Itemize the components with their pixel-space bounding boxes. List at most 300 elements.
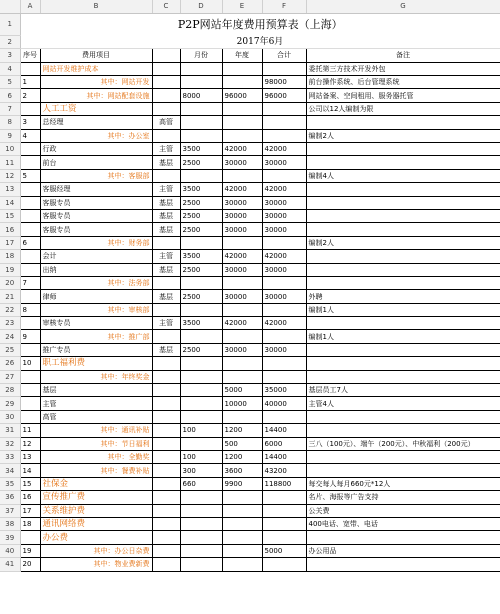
total-cell[interactable]: [262, 62, 306, 75]
monthly-cell[interactable]: [180, 76, 222, 89]
monthly-cell[interactable]: [180, 236, 222, 249]
level-cell[interactable]: [152, 517, 180, 530]
item-cell[interactable]: 网站开发维护成本: [40, 62, 152, 75]
annual-cell[interactable]: [222, 169, 262, 182]
monthly-cell[interactable]: 660: [180, 477, 222, 490]
item-cell[interactable]: 客服专员: [40, 209, 152, 222]
monthly-cell[interactable]: [180, 517, 222, 530]
seq-cell[interactable]: 2: [20, 89, 40, 102]
seq-cell[interactable]: 9: [20, 330, 40, 343]
remarks-cell[interactable]: 三八（100元）、端午（200元）、中秋福利（200元）: [306, 437, 500, 450]
monthly-cell[interactable]: 2500: [180, 209, 222, 222]
row-number[interactable]: 19: [0, 263, 20, 276]
level-cell[interactable]: [152, 477, 180, 490]
level-cell[interactable]: [152, 357, 180, 370]
annual-cell[interactable]: 96000: [222, 89, 262, 102]
level-cell[interactable]: [152, 464, 180, 477]
row-number[interactable]: 41: [0, 558, 20, 571]
remarks-cell[interactable]: 委托第三方技术开发外包: [306, 62, 500, 75]
row-number[interactable]: 31: [0, 424, 20, 437]
item-cell[interactable]: 其中：通讯补贴: [40, 424, 152, 437]
total-cell[interactable]: [262, 303, 306, 316]
row-number[interactable]: 29: [0, 397, 20, 410]
annual-cell[interactable]: 42000: [222, 250, 262, 263]
level-cell[interactable]: [152, 370, 180, 383]
monthly-cell[interactable]: 2500: [180, 223, 222, 236]
total-cell[interactable]: 6000: [262, 437, 306, 450]
item-cell[interactable]: 其中：年终奖金: [40, 370, 152, 383]
total-cell[interactable]: [262, 491, 306, 504]
report-date[interactable]: 2017年6月: [20, 35, 500, 48]
total-cell[interactable]: 30000: [262, 263, 306, 276]
total-cell[interactable]: [262, 558, 306, 571]
sheet-title[interactable]: P2P网站年度费用预算表（上海）: [177, 17, 343, 31]
row-number[interactable]: 36: [0, 491, 20, 504]
seq-cell[interactable]: 7: [20, 276, 40, 289]
remarks-cell[interactable]: 外聘: [306, 290, 500, 303]
annual-cell[interactable]: [222, 330, 262, 343]
annual-cell[interactable]: [222, 129, 262, 142]
item-cell[interactable]: 审核专员: [40, 317, 152, 330]
row-number[interactable]: 8: [0, 116, 20, 129]
remarks-cell[interactable]: [306, 343, 500, 356]
row-number[interactable]: 32: [0, 437, 20, 450]
remarks-cell[interactable]: [306, 357, 500, 370]
seq-cell[interactable]: 15: [20, 477, 40, 490]
row-number[interactable]: 16: [0, 223, 20, 236]
item-cell[interactable]: 会计: [40, 250, 152, 263]
monthly-cell[interactable]: [180, 129, 222, 142]
column-header-d[interactable]: D: [180, 0, 222, 13]
monthly-cell[interactable]: 2500: [180, 196, 222, 209]
level-cell[interactable]: 基层: [152, 209, 180, 222]
seq-cell[interactable]: [20, 397, 40, 410]
row-number[interactable]: 27: [0, 370, 20, 383]
item-cell[interactable]: 其中：物业费新费: [40, 558, 152, 571]
seq-cell[interactable]: [20, 196, 40, 209]
seq-cell[interactable]: 17: [20, 504, 40, 517]
level-cell[interactable]: 主管: [152, 143, 180, 156]
seq-cell[interactable]: 6: [20, 236, 40, 249]
annual-cell[interactable]: 500: [222, 437, 262, 450]
annual-cell[interactable]: 30000: [222, 156, 262, 169]
row-number[interactable]: 11: [0, 156, 20, 169]
item-cell[interactable]: 宣传推广费: [40, 491, 152, 504]
level-cell[interactable]: [152, 437, 180, 450]
level-cell[interactable]: [152, 236, 180, 249]
total-cell[interactable]: 42000: [262, 317, 306, 330]
item-cell[interactable]: 高管: [40, 410, 152, 423]
seq-cell[interactable]: [20, 183, 40, 196]
annual-cell[interactable]: [222, 62, 262, 75]
level-cell[interactable]: [152, 410, 180, 423]
remarks-cell[interactable]: 编制2人: [306, 236, 500, 249]
total-cell[interactable]: 14400: [262, 424, 306, 437]
total-cell[interactable]: 30000: [262, 223, 306, 236]
header-total[interactable]: 合计: [262, 49, 306, 62]
remarks-cell[interactable]: 网站备案、空间租用、服务器托管: [306, 89, 500, 102]
level-cell[interactable]: 基层: [152, 343, 180, 356]
total-cell[interactable]: 42000: [262, 250, 306, 263]
level-cell[interactable]: [152, 129, 180, 142]
annual-cell[interactable]: 42000: [222, 317, 262, 330]
seq-cell[interactable]: 11: [20, 424, 40, 437]
item-cell[interactable]: 办公费: [40, 531, 152, 544]
annual-cell[interactable]: [222, 410, 262, 423]
seq-cell[interactable]: 16: [20, 491, 40, 504]
monthly-cell[interactable]: [180, 370, 222, 383]
seq-cell[interactable]: [20, 317, 40, 330]
monthly-cell[interactable]: 100: [180, 451, 222, 464]
remarks-cell[interactable]: [306, 531, 500, 544]
remarks-cell[interactable]: 前台操作系统、后台管理系统: [306, 76, 500, 89]
item-cell[interactable]: 人工工资: [40, 102, 152, 115]
remarks-cell[interactable]: [306, 156, 500, 169]
monthly-cell[interactable]: [180, 357, 222, 370]
remarks-cell[interactable]: 办公用品: [306, 544, 500, 557]
row-number[interactable]: 35: [0, 477, 20, 490]
monthly-cell[interactable]: 3500: [180, 317, 222, 330]
annual-cell[interactable]: 1200: [222, 451, 262, 464]
level-cell[interactable]: 高管: [152, 116, 180, 129]
annual-cell[interactable]: [222, 504, 262, 517]
row-number[interactable]: 37: [0, 504, 20, 517]
column-header-g[interactable]: G: [306, 0, 500, 13]
total-cell[interactable]: [262, 504, 306, 517]
level-cell[interactable]: [152, 504, 180, 517]
column-header-a[interactable]: A: [20, 0, 40, 13]
level-cell[interactable]: 主管: [152, 250, 180, 263]
column-header-f[interactable]: F: [262, 0, 306, 13]
item-cell[interactable]: 其中：财务部: [40, 236, 152, 249]
monthly-cell[interactable]: 2500: [180, 156, 222, 169]
item-cell[interactable]: 律师: [40, 290, 152, 303]
monthly-cell[interactable]: 3500: [180, 143, 222, 156]
total-cell[interactable]: 42000: [262, 143, 306, 156]
remarks-cell[interactable]: 公司以12人编制为限: [306, 102, 500, 115]
seq-cell[interactable]: 13: [20, 451, 40, 464]
monthly-cell[interactable]: [180, 544, 222, 557]
total-cell[interactable]: 30000: [262, 209, 306, 222]
row-number[interactable]: 15: [0, 209, 20, 222]
level-cell[interactable]: 主管: [152, 183, 180, 196]
annual-cell[interactable]: [222, 370, 262, 383]
row-number[interactable]: 30: [0, 410, 20, 423]
seq-cell[interactable]: [20, 343, 40, 356]
level-cell[interactable]: 基层: [152, 196, 180, 209]
total-cell[interactable]: [262, 517, 306, 530]
remarks-cell[interactable]: 400电话、宽带、电话: [306, 517, 500, 530]
level-cell[interactable]: 基层: [152, 290, 180, 303]
item-cell[interactable]: 客服专员: [40, 196, 152, 209]
seq-cell[interactable]: 10: [20, 357, 40, 370]
remarks-cell[interactable]: [306, 223, 500, 236]
total-cell[interactable]: 5000: [262, 544, 306, 557]
row-number[interactable]: 10: [0, 143, 20, 156]
row-number[interactable]: 4: [0, 62, 20, 75]
monthly-cell[interactable]: [180, 491, 222, 504]
remarks-cell[interactable]: [306, 317, 500, 330]
annual-cell[interactable]: [222, 491, 262, 504]
row-number[interactable]: 33: [0, 451, 20, 464]
annual-cell[interactable]: [222, 276, 262, 289]
seq-cell[interactable]: [20, 290, 40, 303]
column-header-c[interactable]: C: [152, 0, 180, 13]
level-cell[interactable]: [152, 330, 180, 343]
row-number[interactable]: 38: [0, 517, 20, 530]
item-cell[interactable]: 其中：办公室: [40, 129, 152, 142]
annual-cell[interactable]: 30000: [222, 263, 262, 276]
row-number[interactable]: 26: [0, 357, 20, 370]
row-number[interactable]: 12: [0, 169, 20, 182]
level-cell[interactable]: [152, 558, 180, 571]
seq-cell[interactable]: [20, 62, 40, 75]
total-cell[interactable]: 14400: [262, 451, 306, 464]
total-cell[interactable]: [262, 357, 306, 370]
annual-cell[interactable]: [222, 558, 262, 571]
remarks-cell[interactable]: [306, 183, 500, 196]
item-cell[interactable]: 推广专员: [40, 343, 152, 356]
seq-cell[interactable]: [20, 102, 40, 115]
remarks-cell[interactable]: [306, 558, 500, 571]
item-cell[interactable]: 通讯网络费: [40, 517, 152, 530]
monthly-cell[interactable]: 2500: [180, 290, 222, 303]
monthly-cell[interactable]: [180, 410, 222, 423]
annual-cell[interactable]: [222, 236, 262, 249]
item-cell[interactable]: 其中：推广部: [40, 330, 152, 343]
monthly-cell[interactable]: [180, 437, 222, 450]
annual-cell[interactable]: [222, 102, 262, 115]
row-number[interactable]: 40: [0, 544, 20, 557]
level-cell[interactable]: [152, 491, 180, 504]
seq-cell[interactable]: 19: [20, 544, 40, 557]
seq-cell[interactable]: [20, 156, 40, 169]
level-cell[interactable]: [152, 544, 180, 557]
item-cell[interactable]: 行政: [40, 143, 152, 156]
annual-cell[interactable]: 10000: [222, 397, 262, 410]
level-cell[interactable]: [152, 424, 180, 437]
monthly-cell[interactable]: 2500: [180, 263, 222, 276]
total-cell[interactable]: 96000: [262, 89, 306, 102]
column-header-b[interactable]: B: [40, 0, 152, 13]
remarks-cell[interactable]: [306, 196, 500, 209]
annual-cell[interactable]: 30000: [222, 209, 262, 222]
total-cell[interactable]: [262, 410, 306, 423]
total-cell[interactable]: 30000: [262, 343, 306, 356]
column-header-e[interactable]: E: [222, 0, 262, 13]
remarks-cell[interactable]: 编制1人: [306, 330, 500, 343]
monthly-cell[interactable]: [180, 397, 222, 410]
level-cell[interactable]: [152, 102, 180, 115]
seq-cell[interactable]: 18: [20, 517, 40, 530]
annual-cell[interactable]: 1200: [222, 424, 262, 437]
annual-cell[interactable]: [222, 357, 262, 370]
annual-cell[interactable]: 5000: [222, 384, 262, 397]
row-number[interactable]: 14: [0, 196, 20, 209]
level-cell[interactable]: 主管: [152, 317, 180, 330]
item-cell[interactable]: 出纳: [40, 263, 152, 276]
row-number[interactable]: 22: [0, 303, 20, 316]
remarks-cell[interactable]: [306, 410, 500, 423]
remarks-cell[interactable]: [306, 263, 500, 276]
seq-cell[interactable]: 4: [20, 129, 40, 142]
monthly-cell[interactable]: 100: [180, 424, 222, 437]
monthly-cell[interactable]: [180, 531, 222, 544]
total-cell[interactable]: [262, 129, 306, 142]
row-number[interactable]: 1: [0, 13, 20, 35]
level-cell[interactable]: [152, 303, 180, 316]
item-cell[interactable]: 前台: [40, 156, 152, 169]
annual-cell[interactable]: [222, 76, 262, 89]
item-cell[interactable]: 其中：餐费补贴: [40, 464, 152, 477]
seq-cell[interactable]: 5: [20, 169, 40, 182]
seq-cell[interactable]: [20, 143, 40, 156]
item-cell[interactable]: 主管: [40, 397, 152, 410]
seq-cell[interactable]: [20, 370, 40, 383]
seq-cell[interactable]: [20, 250, 40, 263]
item-cell[interactable]: 职工福利费: [40, 357, 152, 370]
total-cell[interactable]: 98000: [262, 76, 306, 89]
total-cell[interactable]: 30000: [262, 196, 306, 209]
annual-cell[interactable]: [222, 531, 262, 544]
annual-cell[interactable]: 30000: [222, 290, 262, 303]
monthly-cell[interactable]: [180, 504, 222, 517]
seq-cell[interactable]: [20, 384, 40, 397]
remarks-cell[interactable]: 公关费: [306, 504, 500, 517]
row-number[interactable]: 6: [0, 89, 20, 102]
seq-cell[interactable]: 1: [20, 76, 40, 89]
monthly-cell[interactable]: [180, 303, 222, 316]
annual-cell[interactable]: [222, 116, 262, 129]
level-cell[interactable]: [152, 397, 180, 410]
total-cell[interactable]: [262, 276, 306, 289]
monthly-cell[interactable]: 8000: [180, 89, 222, 102]
monthly-cell[interactable]: [180, 330, 222, 343]
seq-cell[interactable]: [20, 531, 40, 544]
item-cell[interactable]: 客服经理: [40, 183, 152, 196]
row-number[interactable]: 24: [0, 330, 20, 343]
seq-cell[interactable]: 14: [20, 464, 40, 477]
item-cell[interactable]: 基层: [40, 384, 152, 397]
row-number[interactable]: 18: [0, 250, 20, 263]
header-monthly[interactable]: 月份: [180, 49, 222, 62]
monthly-cell[interactable]: [180, 384, 222, 397]
total-cell[interactable]: 30000: [262, 290, 306, 303]
level-cell[interactable]: [152, 384, 180, 397]
total-cell[interactable]: 30000: [262, 156, 306, 169]
item-cell[interactable]: 总经理: [40, 116, 152, 129]
header-seq[interactable]: 序号: [20, 49, 40, 62]
annual-cell[interactable]: 30000: [222, 223, 262, 236]
monthly-cell[interactable]: [180, 102, 222, 115]
monthly-cell[interactable]: [180, 116, 222, 129]
annual-cell[interactable]: 42000: [222, 143, 262, 156]
remarks-cell[interactable]: [306, 464, 500, 477]
item-cell[interactable]: 其中：网站配套设施: [40, 89, 152, 102]
remarks-cell[interactable]: [306, 370, 500, 383]
item-cell[interactable]: 客服专员: [40, 223, 152, 236]
total-cell[interactable]: [262, 116, 306, 129]
total-cell[interactable]: [262, 102, 306, 115]
remarks-cell[interactable]: 主管4人: [306, 397, 500, 410]
annual-cell[interactable]: 9900: [222, 477, 262, 490]
row-number[interactable]: 9: [0, 129, 20, 142]
monthly-cell[interactable]: 300: [180, 464, 222, 477]
seq-cell[interactable]: 12: [20, 437, 40, 450]
level-cell[interactable]: [152, 451, 180, 464]
row-number[interactable]: 3: [0, 49, 20, 62]
remarks-cell[interactable]: 基层员工7人: [306, 384, 500, 397]
row-number[interactable]: 25: [0, 343, 20, 356]
remarks-cell[interactable]: [306, 250, 500, 263]
row-number[interactable]: 21: [0, 290, 20, 303]
total-cell[interactable]: [262, 531, 306, 544]
row-number[interactable]: 23: [0, 317, 20, 330]
item-cell[interactable]: 其中：客服部: [40, 169, 152, 182]
level-cell[interactable]: 基层: [152, 263, 180, 276]
level-cell[interactable]: [152, 76, 180, 89]
total-cell[interactable]: [262, 236, 306, 249]
total-cell[interactable]: [262, 169, 306, 182]
monthly-cell[interactable]: [180, 558, 222, 571]
remarks-cell[interactable]: 编制2人: [306, 129, 500, 142]
row-number[interactable]: 20: [0, 276, 20, 289]
monthly-cell[interactable]: [180, 169, 222, 182]
row-number[interactable]: 7: [0, 102, 20, 115]
level-cell[interactable]: [152, 89, 180, 102]
level-cell[interactable]: 基层: [152, 156, 180, 169]
row-number[interactable]: 39: [0, 531, 20, 544]
monthly-cell[interactable]: [180, 62, 222, 75]
annual-cell[interactable]: 30000: [222, 196, 262, 209]
row-number[interactable]: 5: [0, 76, 20, 89]
item-cell[interactable]: 其中：审核部: [40, 303, 152, 316]
total-cell[interactable]: 118800: [262, 477, 306, 490]
annual-cell[interactable]: 3600: [222, 464, 262, 477]
row-number[interactable]: 2: [0, 35, 20, 48]
annual-cell[interactable]: 30000: [222, 343, 262, 356]
header-annual[interactable]: 年度: [222, 49, 262, 62]
remarks-cell[interactable]: [306, 424, 500, 437]
total-cell[interactable]: 42000: [262, 183, 306, 196]
level-cell[interactable]: [152, 169, 180, 182]
row-number[interactable]: 28: [0, 384, 20, 397]
seq-cell[interactable]: [20, 209, 40, 222]
annual-cell[interactable]: [222, 544, 262, 557]
item-cell[interactable]: 其中：办公日杂费: [40, 544, 152, 557]
select-all-corner[interactable]: [0, 0, 20, 13]
level-cell[interactable]: [152, 62, 180, 75]
row-number[interactable]: 13: [0, 183, 20, 196]
remarks-cell[interactable]: [306, 116, 500, 129]
annual-cell[interactable]: 42000: [222, 183, 262, 196]
level-cell[interactable]: 基层: [152, 223, 180, 236]
remarks-cell[interactable]: [306, 143, 500, 156]
total-cell[interactable]: [262, 370, 306, 383]
remarks-cell[interactable]: [306, 276, 500, 289]
remarks-cell[interactable]: [306, 209, 500, 222]
seq-cell[interactable]: 8: [20, 303, 40, 316]
item-cell[interactable]: 其中：网站开发: [40, 76, 152, 89]
item-cell[interactable]: 其中：节日福利: [40, 437, 152, 450]
item-cell[interactable]: 其中：法务部: [40, 276, 152, 289]
total-cell[interactable]: 43200: [262, 464, 306, 477]
header-remarks[interactable]: 备注: [306, 49, 500, 62]
total-cell[interactable]: [262, 330, 306, 343]
remarks-cell[interactable]: 编制4人: [306, 169, 500, 182]
header-item[interactable]: 费用项目: [40, 49, 152, 62]
level-cell[interactable]: [152, 276, 180, 289]
